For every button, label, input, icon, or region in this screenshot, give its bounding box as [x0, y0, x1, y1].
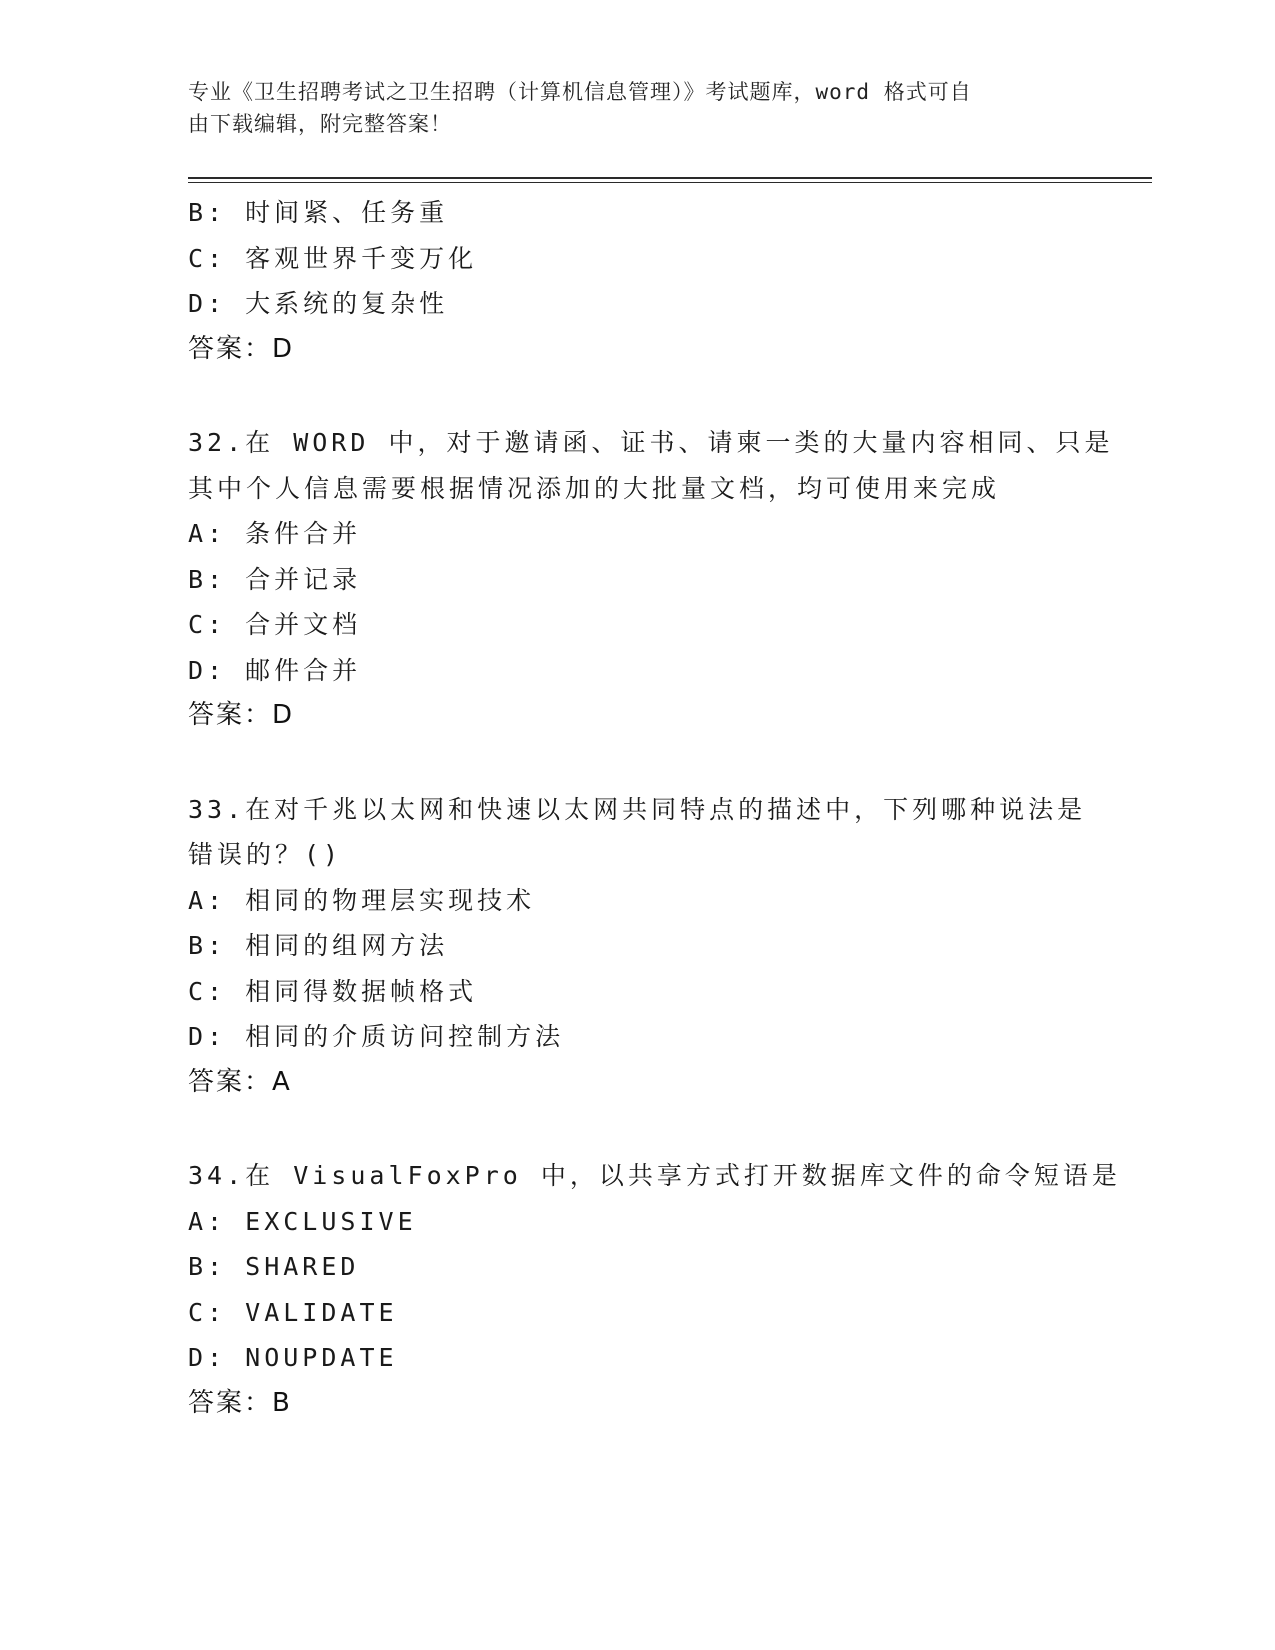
answer-label: 答案：D — [188, 700, 295, 730]
option-c: C: 客观世界千变万化 — [188, 243, 478, 273]
spacer — [188, 372, 1088, 420]
header-line-1: 专业《卫生招聘考试之卫生招聘（计算机信息管理）》考试题库，word 格式可自 — [188, 80, 972, 104]
option-d: D: 邮件合并 — [188, 655, 362, 685]
option-d: D: 相同的介质访问控制方法 — [188, 1022, 565, 1051]
document-header — [188, 76, 1068, 140]
option-a: A: EXCLUSIVE — [188, 1206, 417, 1236]
header-line-2: 由下载编辑，附完整答案！ — [188, 112, 452, 136]
option-c: C: 相同得数据帧格式 — [188, 976, 478, 1006]
answer-label: 答案：B — [188, 1387, 292, 1418]
question-34 — [188, 1153, 1121, 1426]
question-33 — [188, 787, 1088, 1106]
option-b: B: 相同的组网方法 — [188, 931, 449, 960]
question-32 — [188, 420, 1114, 739]
question-stem-line: 32.在 WORD 中，对于邀请函、证书、请柬一类的大量内容相同、只是 — [188, 428, 1114, 457]
question-stem-line: 34.在 VisualFoxPro 中，以共享方式打开数据库文件的命令短语是 — [188, 1161, 1121, 1190]
option-b: B: SHARED — [188, 1252, 360, 1281]
question-list — [188, 190, 1121, 1426]
option-b: B: 时间紧、任务重 — [188, 198, 449, 227]
spacer — [188, 1105, 1088, 1153]
header-divider-thin — [188, 182, 1152, 183]
option-d: D: NOUPDATE — [188, 1343, 398, 1372]
spacer — [188, 739, 1088, 787]
question-31-tail — [188, 190, 1088, 372]
question-stem-line: 33.在对千兆以太网和快速以太网共同特点的描述中，下列哪种说法是 — [188, 794, 1087, 824]
option-c: C: 合并文档 — [188, 610, 362, 639]
question-stem-line: 其中个人信息需要根据情况添加的大批量文档，均可使用来完成 — [188, 473, 1001, 503]
option-b: B: 合并记录 — [188, 564, 362, 594]
option-a: A: 相同的物理层实现技术 — [188, 885, 536, 915]
answer-label: 答案：A — [188, 1066, 292, 1097]
option-d: D: 大系统的复杂性 — [188, 289, 449, 318]
question-stem-line: 错误的？() — [188, 840, 343, 869]
option-a: A: 条件合并 — [188, 519, 362, 548]
header-divider-thick — [188, 177, 1152, 179]
answer-label: 答案：D — [188, 333, 295, 364]
option-c: C: VALIDATE — [188, 1297, 398, 1327]
